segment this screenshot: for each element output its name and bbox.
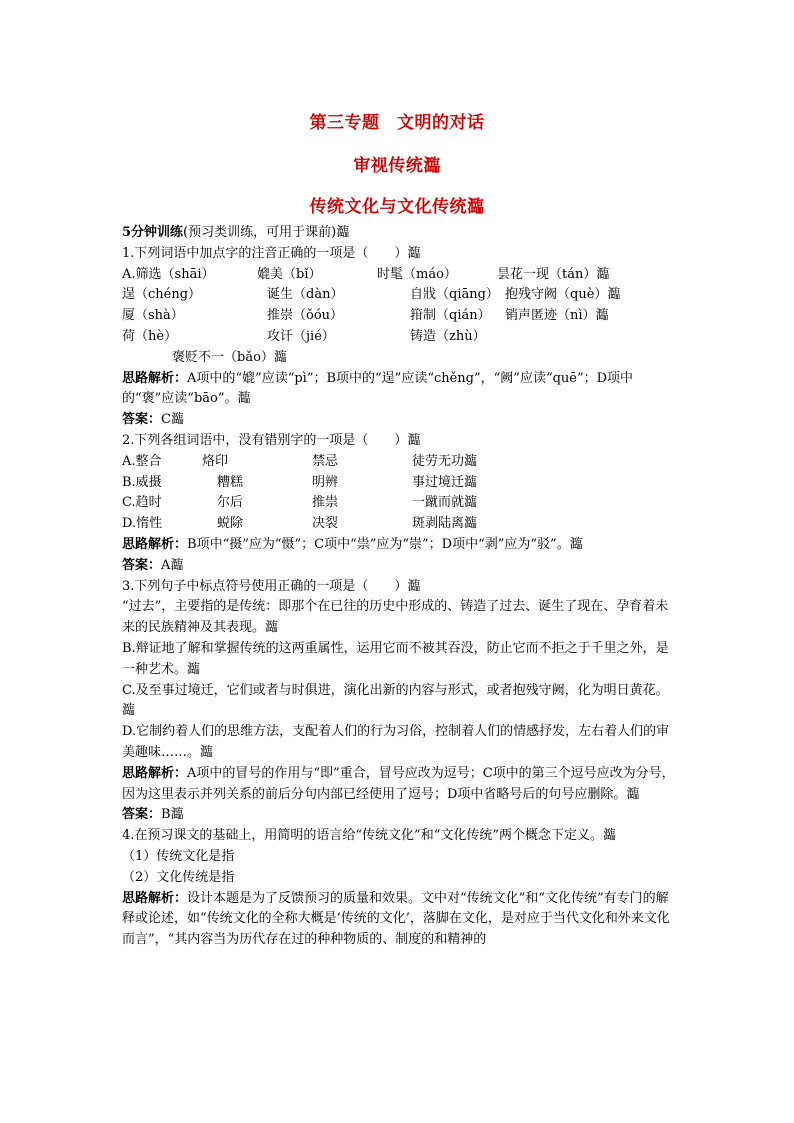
- intro-bold: 5分钟训练: [122, 225, 184, 240]
- q2-cell: 明辨: [312, 474, 339, 490]
- q2-cell: 蜕除: [217, 516, 244, 532]
- q2-cell: 尔后: [217, 495, 244, 511]
- unit-title: 审视传统瀶: [353, 156, 441, 176]
- analysis-text: A项中的“媲”应读“pì”；B项中的“逞”应读“chěng”，“阙”应读“quē”；D项中的“褒”应读“bāo”。瀶: [122, 370, 634, 407]
- q1-cell: 抱残守阙（què）瀶: [505, 287, 621, 303]
- q3-option-b: B.辩证地了解和掌握传统的这两重属性，运用它而不被其吞没，防止它而不拒之于千里之外，是一种艺术。瀶: [122, 640, 669, 677]
- q1-cell: A.筛选（shāi）: [122, 266, 215, 282]
- answer-label: 答案：: [122, 412, 162, 428]
- q1-cell: 铸造（zhù）: [410, 328, 486, 344]
- q2-answer: [122, 556, 678, 577]
- q1-cell: 销声匿迹（nì）瀶: [505, 308, 609, 324]
- analysis-label: 思路解析：: [122, 765, 188, 781]
- analysis-label: 思路解析：: [122, 890, 188, 906]
- topic-title: 第三专题 文明的对话: [309, 113, 485, 133]
- q3-option-a: “过去”，主要指的是传统：即那个在已往的历史中形成的、铸造了过去、诞生了现在、孕育着未来的民族精神及其表现。瀶: [122, 599, 669, 636]
- q3-stem: 3.下列句子中标点符号使用正确的一项是（ ）瀶: [122, 578, 421, 594]
- q1-cell: 厦（shà）: [122, 308, 184, 324]
- q1-cell: 荷（hè）: [122, 328, 178, 344]
- q1-extra: 褒贬不一（bǎo）瀶: [172, 349, 287, 365]
- q4-item-1: （1）传统文化是指: [122, 848, 235, 864]
- q2-cell: 决裂: [312, 516, 339, 532]
- q1-cell: 逞（chéng）: [122, 287, 202, 303]
- analysis-text: 设计本题是为了反馈预习的质量和效果。文中对“传统文化”和“文化传统”有专门的解释或论述，如“传统文化的全称大概是‘传统的文化’，落脚在文化，是对应于当代文化和外来文化而言”，“其内容当为历代存在过的种种物质的、制度的和精神的: [122, 890, 670, 948]
- q1-cell: 媲美（bǐ）: [257, 266, 322, 282]
- q1-cell: 诞生（dàn）: [267, 287, 344, 303]
- q4-item-2: （2）文化传统是指: [122, 869, 235, 885]
- q2-cell: B.威摄: [122, 474, 162, 490]
- q2-cell: 禁忌: [312, 453, 339, 469]
- q2-row: [122, 493, 678, 514]
- answer-label: 答案：: [122, 557, 162, 573]
- q1-analysis: [122, 369, 678, 411]
- q2-cell: 糟糕: [217, 474, 244, 490]
- q1-answer: [122, 410, 678, 431]
- analysis-label: 思路解析：: [122, 536, 188, 552]
- q2-row: [122, 452, 678, 473]
- q2-cell: A.整合: [122, 453, 162, 469]
- answer-text: A瀶: [161, 557, 184, 573]
- q2-row: [122, 514, 678, 535]
- q3-analysis: [122, 764, 678, 806]
- q1-cell: 时髦（máo）: [377, 266, 457, 282]
- q2-cell: 推祟: [312, 495, 339, 511]
- q1-cell: 箝制（qián）: [410, 308, 491, 324]
- q4-analysis: [122, 889, 678, 951]
- q1-row-d: [122, 327, 678, 348]
- q1-cell: 攻讦（jié）: [267, 328, 335, 344]
- answer-label: 答案：: [122, 807, 162, 823]
- q3-option-d: D.它制约着人们的思维方法，支配着人们的行为习俗，控制着人们的情感抒发，左右着人们的审美趣味……。瀶: [122, 724, 670, 760]
- q1-cell: 昙花一现（tán）瀶: [497, 266, 610, 282]
- q1-row-a: [122, 265, 678, 286]
- q1-cell: 推崇（ǒóu）: [267, 308, 344, 324]
- q3-option-c: C.及至事过境迁，它们或者与时俱进，演化出新的内容与形式，或者抱残守阙，化为明日黄花。瀶: [122, 682, 669, 719]
- q2-row: [122, 473, 678, 494]
- q2-cell: 斑剥陆离瀶: [412, 516, 478, 532]
- q2-analysis: [122, 535, 678, 556]
- q2-cell: C.趋时: [122, 495, 162, 511]
- q1-row-b: [122, 285, 678, 306]
- q3-answer: [122, 805, 678, 826]
- q2-cell: 徒劳无功瀶: [412, 453, 478, 469]
- q2-cell: 事过境迁瀶: [412, 474, 478, 490]
- analysis-text: A项中的冒号的作用与“即”重合，冒号应改为逗号；C项中的第三个逗号应改为分号，因为这里表示并列关系的前后分句内部已经使用了逗号；D项中省略号后的句号应删除。瀶: [122, 765, 675, 802]
- q2-cell: 一蹴而就瀶: [412, 495, 478, 511]
- answer-text: C瀶: [161, 412, 184, 428]
- q1-stem: 1.下列词语中加点字的注音正确的一项是（ ）瀶: [122, 245, 421, 261]
- q2-stem: 2.下列各组词语中，没有错别字的一项是（ ）瀶: [122, 432, 421, 448]
- intro-line: [122, 223, 678, 244]
- q4-stem: 4.在预习课文的基础上，用简明的语言给“传统文化”和“文化传统”两个概念下定义。瀶: [122, 828, 616, 844]
- intro-rest: (预习类训练，可用于课前)瀶: [183, 225, 350, 240]
- lesson-title: 传统文化与文化传统瀶: [309, 197, 485, 217]
- q2-cell: D.惰性: [122, 516, 163, 532]
- analysis-text: B项中“摄”应为“慑”；C项中“祟”应为“崇”；D项中“剥”应为“驳”。瀶: [187, 536, 583, 552]
- exercise-content: [122, 223, 678, 951]
- q1-cell: 自戕（qiāng）: [410, 287, 499, 303]
- analysis-label: 思路解析：: [122, 370, 188, 386]
- q2-cell: 烙印: [202, 453, 229, 469]
- q1-row-c: [122, 306, 678, 327]
- answer-text: B瀶: [161, 807, 184, 823]
